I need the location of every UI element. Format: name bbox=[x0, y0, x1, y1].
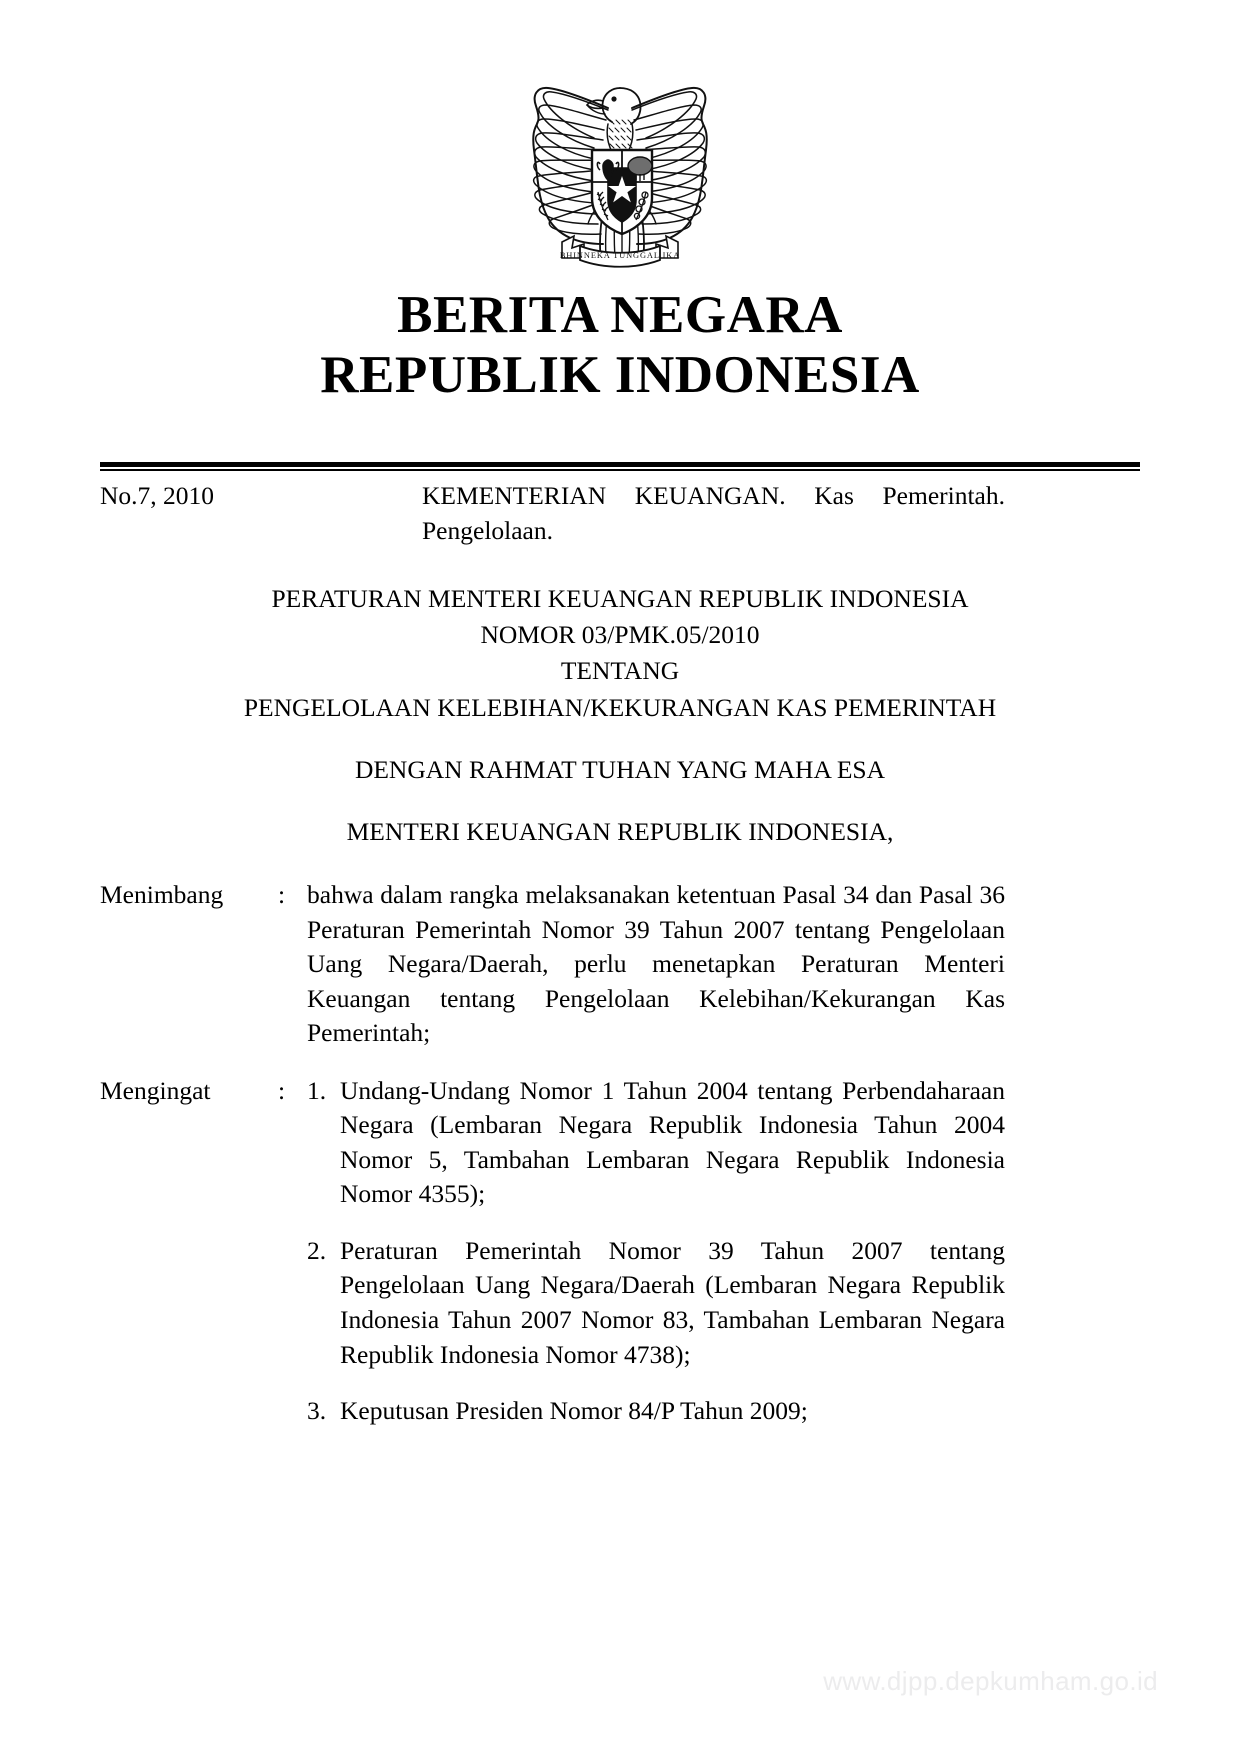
clause-considering-body bbox=[307, 878, 1005, 1051]
clause-considering-text: bahwa dalam rangka melaksanakan ketentuan Pasal 34 dan Pasal 36 Peraturan Pemerintah Nomor 39 Tahun 2007 tentang Pengelolaan Uang Negara/Daerah, perlu menetapkan Peraturan Menteri Keuangan tentang Pengelolaan Kelebihan/Kekurangan Kas Pemerintah; bbox=[307, 880, 1005, 1048]
clause-considering-label: Menimbang bbox=[100, 880, 224, 909]
clause-block bbox=[100, 878, 1140, 1429]
heading-invocation: DENGAN RAHMAT TUHAN YANG MAHA ESA bbox=[354, 754, 886, 784]
footer-watermark: www.djpp.depkumham.go.id bbox=[823, 1666, 1158, 1696]
clause-recalling bbox=[100, 1074, 1140, 1429]
heading-signatory: MENTERI KEUANGAN REPUBLIK INDONESIA, bbox=[346, 817, 894, 847]
masthead-divider bbox=[100, 462, 1140, 471]
masthead bbox=[0, 286, 1240, 406]
clause-recalling-list bbox=[307, 1074, 1005, 1429]
garuda-pancasila-emblem bbox=[504, 58, 736, 272]
list-item-number: 3. bbox=[307, 1396, 327, 1426]
heading-spacer-2 bbox=[100, 788, 1140, 814]
heading-block bbox=[100, 581, 1140, 850]
list-item-number: 1. bbox=[307, 1075, 327, 1105]
clause-recalling-label: Mengingat bbox=[100, 1075, 211, 1105]
issue-row bbox=[100, 478, 1140, 548]
emblem-container bbox=[0, 58, 1240, 272]
heading-number: NOMOR 03/PMK.05/2010 bbox=[480, 620, 760, 650]
list-item bbox=[307, 1234, 1005, 1372]
clause-considering bbox=[100, 878, 1140, 1051]
masthead-line-2: REPUBLIK INDONESIA bbox=[320, 345, 920, 404]
list-item-text: Undang-Undang Nomor 1 Tahun 2004 tentang Perbendaharaan Negara (Lembaran Negara Republik Indonesia Tahun 2004 Nomor 5, Tambahan Lembaran Negara Republik Indonesia Nomor 4355); bbox=[340, 1075, 1005, 1209]
issue-subject: KEMENTERIAN KEUANGAN. Kas Pemerintah. Pengelolaan. bbox=[422, 481, 1005, 546]
divider-thin-line bbox=[100, 469, 1140, 471]
list-item-text: Keputusan Presiden Nomor 84/P Tahun 2009; bbox=[340, 1396, 808, 1426]
list-item bbox=[307, 1074, 1005, 1212]
list-item bbox=[307, 1394, 1005, 1429]
heading-regulation: PERATURAN MENTERI KEUANGAN REPUBLIK INDONESIA bbox=[271, 584, 969, 613]
svg-text:BHINNEKA TUNGGAL IKA: BHINNEKA TUNGGAL IKA bbox=[559, 251, 681, 260]
clause-considering-colon: : bbox=[278, 880, 286, 909]
issue-number: No.7, 2010 bbox=[100, 481, 215, 510]
heading-about-label: TENTANG bbox=[560, 656, 680, 686]
heading-about-title: PENGELOLAAN KELEBIHAN/KEKURANGAN KAS PEMERINTAH bbox=[243, 692, 997, 722]
masthead-line-1: BERITA NEGARA bbox=[397, 286, 843, 344]
clause-recalling-colon: : bbox=[278, 1075, 286, 1105]
list-item-number: 2. bbox=[307, 1235, 327, 1265]
heading-spacer-1 bbox=[100, 726, 1140, 752]
clause-recalling-body bbox=[307, 1074, 1005, 1429]
list-item-text: Peraturan Pemerintah Nomor 39 Tahun 2007 tentang Pengelolaan Uang Negara/Daerah (Lembaran Negara Republik Indonesia Tahun 2007 Nomor 83, Tambahan Lembaran Negara Republik Indonesia Nomor 4738); bbox=[340, 1235, 1005, 1369]
